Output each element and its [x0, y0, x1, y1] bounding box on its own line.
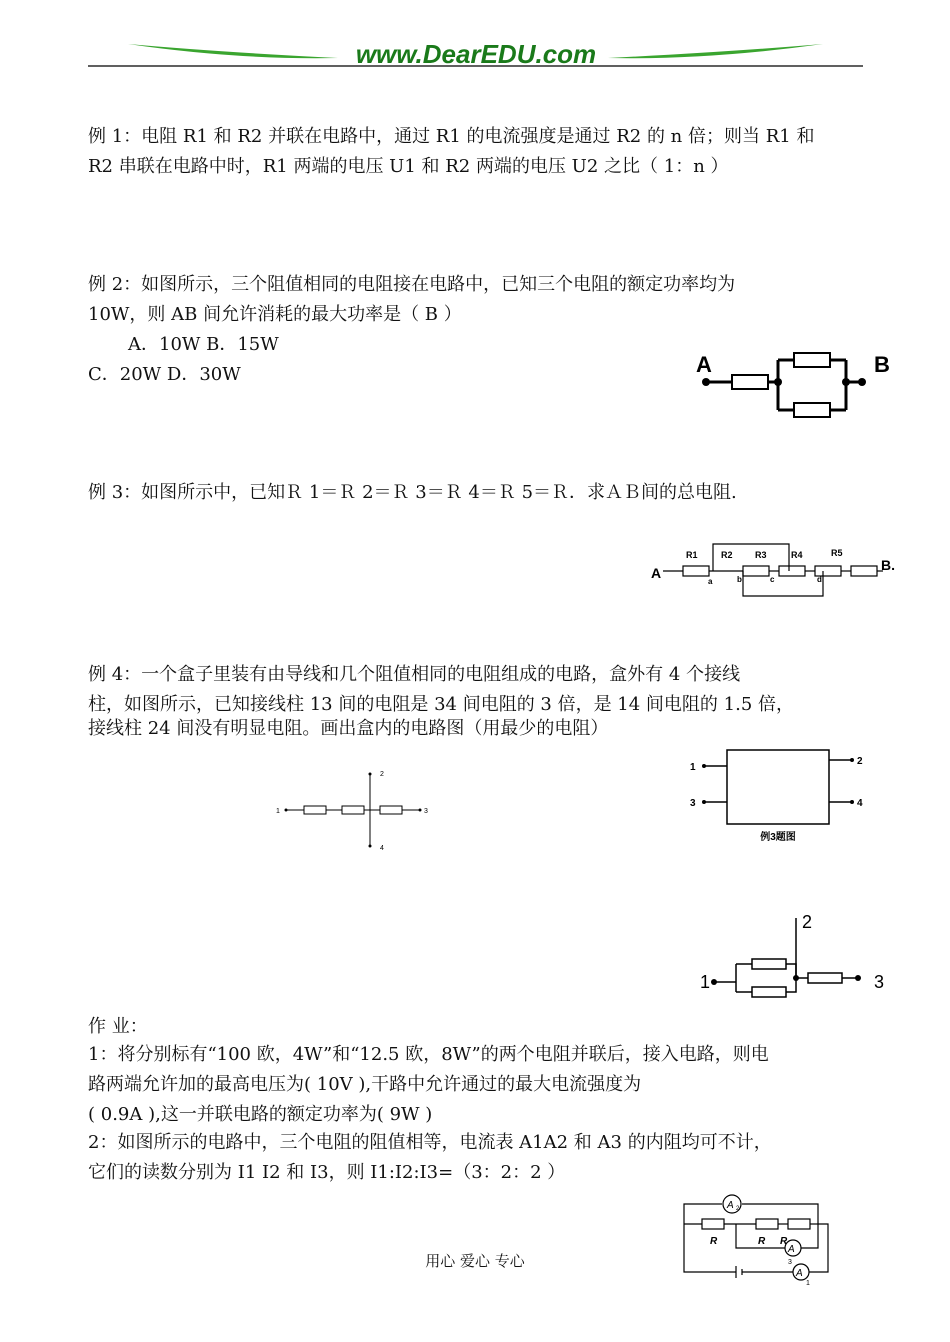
box-t3: 3 [690, 798, 696, 809]
ammeter-a1-label: A [796, 1268, 803, 1279]
ex2-line1: 例 2：如图所示，三个阻值相同的电阻接在电路中，已知三个电阻的额定功率均为 [88, 274, 736, 295]
terminal-a-label: A [696, 352, 712, 377]
sketch-t2: 2 [380, 771, 384, 778]
hw-q1-line3: ( 0.9A ),这一并联电路的额定功率为( 9W ) [88, 1104, 433, 1125]
ex1-line2: R2 串联在电路中时，R1 两端的电压 U1 和 R2 两端的电压 U2 之比（ 1：n ） [88, 156, 729, 177]
ammeter-a2-label: A [727, 1200, 734, 1211]
ex4-box-figure [682, 742, 882, 844]
ex4-line2: 柱，如图所示，已知接线柱 13 间的电阻是 34 间电阻的 3 倍，是 14 间电阻的 1.5 倍， [88, 694, 795, 715]
ex2-line2: 10W，则 AB 间允许消耗的最大功率是（ B ） [88, 304, 462, 325]
ammeter-a2-sub: 2 [736, 1206, 740, 1212]
ammeter-a1-sub: 1 [806, 1280, 810, 1286]
footer-text: 用心 爱心 专心 [425, 1252, 525, 1270]
ex3-label-r4: R4 [791, 550, 803, 560]
ex3-label-r3: R3 [755, 550, 767, 560]
header-banner [88, 30, 863, 72]
ex3-node-a: a [708, 577, 713, 586]
header-swoosh [88, 30, 863, 72]
hw-q1-line1: 1：将分别标有“100 欧，4W”和“12.5 欧，8W”的两个电阻并联后，接入电路，则电 [88, 1044, 769, 1065]
ex3-node-c: c [770, 575, 775, 584]
answer-t2: 2 [802, 912, 813, 932]
ex4-answer-circuit [696, 908, 896, 998]
ex3-label-r5: R5 [831, 548, 843, 558]
hw-q2-circuit [670, 1186, 840, 1286]
ex2-options-cd: C．20W D．30W [88, 364, 241, 385]
ex3-node-b: b [737, 575, 742, 584]
ex4-line3: 接线柱 24 间没有明显电阻。画出盒内的电路图（用最少的电阻） [88, 718, 609, 739]
sketch-t4: 4 [380, 845, 384, 852]
logo-text: www.DearEDU.com [355, 39, 597, 69]
resistor-label-3: R [780, 1236, 788, 1247]
sketch-t1: 1 [276, 808, 280, 815]
answer-t3: 3 [874, 972, 885, 992]
answer-t1: 1 [700, 972, 711, 992]
ex3-terminal-b: B. [881, 557, 895, 573]
ammeter-a3-label: A [788, 1244, 795, 1255]
box-caption: 例3题图 [760, 832, 796, 843]
homework-title: 作 业： [88, 1016, 148, 1037]
ex2-options-ab: A．10W B．15W [128, 334, 279, 355]
hw-q2-line1: 2：如图所示的电路中，三个电阻的阻值相等，电流表 A1A2 和 A3 的内阻均可不计， [88, 1132, 772, 1153]
ex3-circuit-diagram [645, 538, 905, 600]
hw-q1-line2: 路两端允许加的最高电压为( 10V ),干路中允许通过的最大电流强度为 [88, 1074, 642, 1095]
box-t4: 4 [857, 798, 863, 809]
ex1-line1: 例 1：电阻 R1 和 R2 并联在电路中，通过 R1 的电流强度是通过 R2 的 n 倍；则当 R1 和 [88, 126, 815, 147]
ex4-answer-sketch [272, 766, 442, 856]
ex3-node-d: d [817, 575, 822, 584]
ex3-label-r1: R1 [686, 550, 698, 560]
resistor-label-1: R [710, 1236, 718, 1247]
ex2-circuit-diagram [690, 340, 905, 418]
ex3-label-r2: R2 [721, 550, 733, 560]
hw-q2-line2: 它们的读数分别为 I1 I2 和 I3，则 I1:I2:I3=（3：2：2 ） [88, 1162, 566, 1183]
ex3-line1: 例 3：如图所示中，已知Ｒ 1＝Ｒ 2＝Ｒ 3＝Ｒ 4＝Ｒ 5＝Ｒ．求ＡＢ间的总电阻. [88, 482, 737, 503]
ammeter-a3-sub: 3 [788, 1259, 792, 1266]
ex3-terminal-a: A [651, 565, 662, 581]
box-t2: 2 [857, 756, 863, 767]
sketch-t3: 3 [424, 808, 428, 815]
ex4-line1: 例 4：一个盒子里装有由导线和几个阻值相同的电阻组成的电路，盒外有 4 个接线 [88, 664, 741, 685]
terminal-b-label: B [874, 352, 890, 377]
box-t1: 1 [690, 762, 696, 773]
resistor-label-2: R [758, 1236, 766, 1247]
